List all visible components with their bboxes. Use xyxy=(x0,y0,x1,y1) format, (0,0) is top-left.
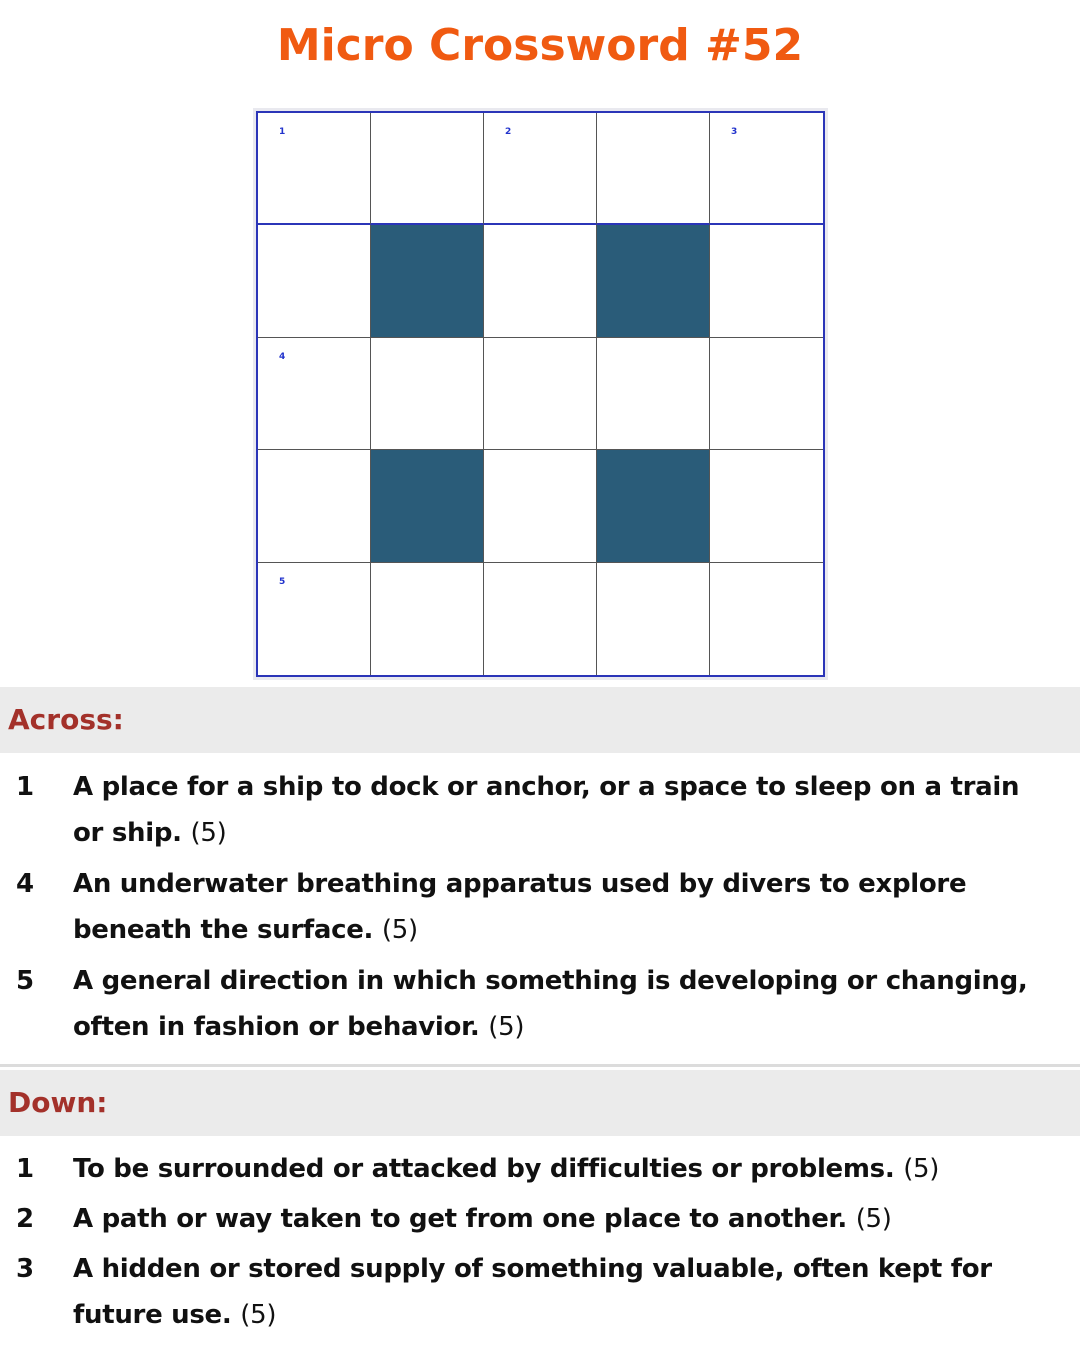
grid-cell[interactable] xyxy=(371,338,484,450)
grid-cell-block xyxy=(371,225,484,337)
grid-cell[interactable] xyxy=(710,338,823,450)
grid-cell[interactable] xyxy=(258,450,371,562)
grid-cell[interactable] xyxy=(258,225,371,337)
clue-length: (5) xyxy=(381,915,418,945)
grid-cell[interactable] xyxy=(710,113,823,225)
grid-cell[interactable] xyxy=(258,563,371,675)
grid-cell[interactable] xyxy=(484,338,597,450)
clue-text: An underwater breathing apparatus used by divers to explore beneath the surface. (5) xyxy=(73,869,967,945)
clue-number: 3 xyxy=(16,1254,35,1284)
clue-text: A place for a ship to dock or anchor, or a space to sleep on a train or ship. (5) xyxy=(73,772,1020,848)
down-heading: Down: xyxy=(0,1070,1080,1136)
clue-length: (5) xyxy=(488,1012,525,1042)
clue-text: A path or way taken to get from one place to another. (5) xyxy=(73,1204,892,1234)
grid-cell[interactable] xyxy=(484,450,597,562)
grid-cell[interactable] xyxy=(484,113,597,225)
clue-text: To be surrounded or attacked by difficulties or problems. (5) xyxy=(73,1154,940,1184)
across-heading: Across: xyxy=(0,687,1080,753)
grid-cell[interactable] xyxy=(597,338,710,450)
cell-number: 1 xyxy=(279,127,286,137)
cell-number: 2 xyxy=(505,127,512,137)
grid-cell[interactable] xyxy=(710,563,823,675)
grid-cell[interactable] xyxy=(484,225,597,337)
clue-number: 1 xyxy=(16,772,35,802)
grid-cell[interactable] xyxy=(258,338,371,450)
clue-length: (5) xyxy=(855,1204,892,1234)
grid-cell[interactable] xyxy=(258,113,371,225)
clue-length: (5) xyxy=(240,1300,277,1330)
grid-cell[interactable] xyxy=(710,225,823,337)
grid-cell-block xyxy=(597,450,710,562)
crossword-grid-frame xyxy=(253,108,828,680)
grid-cell[interactable] xyxy=(371,113,484,225)
grid-cell[interactable] xyxy=(597,113,710,225)
section-divider xyxy=(0,1064,1080,1067)
clue-number: 2 xyxy=(16,1204,35,1234)
puzzle-title: Micro Crossword #52 xyxy=(276,20,804,71)
clue-number: 1 xyxy=(16,1154,35,1184)
clue-number: 5 xyxy=(16,966,35,996)
grid-cell[interactable] xyxy=(710,450,823,562)
clue-text: A general direction in which something is developing or changing, often in fashion or behavior. (5) xyxy=(73,966,1028,1042)
grid-cell[interactable] xyxy=(484,563,597,675)
clue-number: 4 xyxy=(16,869,35,899)
cell-number: 4 xyxy=(279,351,286,362)
crossword-grid xyxy=(256,111,825,677)
clue-text: A hidden or stored supply of something valuable, often kept for future use. (5) xyxy=(73,1254,992,1330)
cell-number: 5 xyxy=(279,576,286,587)
grid-cell-block xyxy=(371,450,484,562)
grid-cell-block xyxy=(597,225,710,337)
clue-length: (5) xyxy=(903,1154,940,1184)
grid-cell[interactable] xyxy=(597,563,710,675)
clue-length: (5) xyxy=(190,818,227,848)
cell-number: 3 xyxy=(731,127,738,137)
grid-cell[interactable] xyxy=(371,563,484,675)
